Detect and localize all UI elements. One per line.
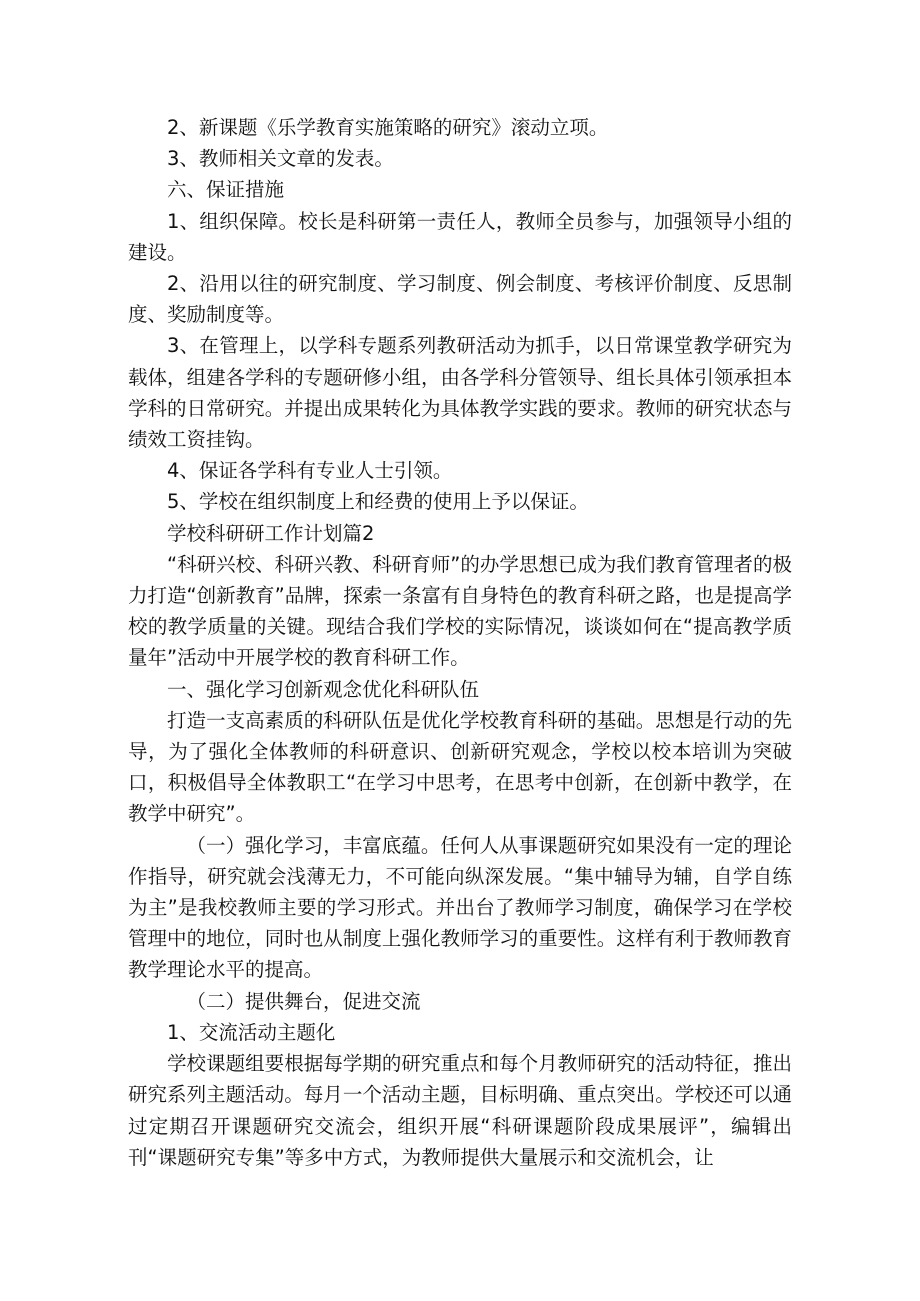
paragraph-item: 1、组织保障。校长是科研第一责任人，教师全员参与，加强领导小组的建设。: [128, 209, 792, 264]
subsection-heading: （二）提供舞台，促进交流: [186, 989, 421, 1013]
paragraph-item: 2、沿用以往的研究制度、学习制度、例会制度、考核评价制度、反思制度、奖励制度等。: [128, 272, 792, 327]
section-heading: 一、强化学习创新观念优化科研队伍: [167, 677, 480, 701]
paragraph-item: 学校课题组要根据每学期的研究重点和每个月教师研究的活动特征，推出研究系列主题活动。每月一个活动主题，目标明确、重点突出。学校还可以通过定期召开课题研究交流会，组织开展“科研课题阶段成果展评”，编辑出刊“课题研究专集”等多中方式，为教师提供大量展示和交流机会，让: [128, 1052, 792, 1169]
document-body: [128, 112, 792, 1173]
paragraph-item: 5、学校在组织制度上和经费的使用上予以保证。: [167, 490, 589, 514]
paragraph-item: 3、在管理上，以学科专题系列教研活动为抓手，以日常课堂教学研究为载体，组建各学科的专题研修小组，由各学科分管领导、组长具体引领承担本学科的日常研究。并提出成果转化为具体教学实践的要求。教师的研究状态与绩效工资挂钩。: [128, 334, 792, 452]
paragraph-item: 3、教师相关文章的发表。: [167, 147, 394, 171]
paragraph-item: 1、交流活动主题化: [167, 1020, 336, 1044]
paragraph-item: （一）强化学习，丰富底蕴。任何人从事课题研究如果没有一定的理论作指导，研究就会浅薄无力，不可能向纵深发展。“集中辅导为辅，自学自练为主”是我校教师主要的学习形式。并出台了教师学习制度，确保学习在学校管理中的地位，同时也从制度上强化教师学习的重要性。这样有利于教师教育教学理论水平的提高。: [128, 833, 792, 982]
paragraph-item: “科研兴校、科研兴教、科研育师”的办学思想已成为我们教育管理者的极力打造“创新教育”品牌，探索一条富有自身特色的教育科研之路，也是提高学校的教学质量的关键。现结合我们学校的实际情况，谈谈如何在“提高教学质量年”活动中开展学校的教育科研工作。: [128, 552, 792, 670]
paragraph-item: 打造一支高素质的科研队伍是优化学校教育科研的基础。思想是行动的先导，为了强化全体教师的科研意识、创新研究观念，学校以校本培训为突破口，积极倡导全体教职工“在学习中思考，在思考中创新，在创新中教学，在教学中研究”。: [128, 708, 792, 826]
paragraph-item: 4、保证各学科有专业人士引领。: [167, 459, 453, 483]
paragraph-item: 2、新课题《乐学教育实施策略的研究》滚动立项。: [167, 116, 609, 139]
section-heading: 六、保证措施: [167, 178, 285, 202]
article-title: 学校科研研工作计划篇2: [167, 521, 375, 545]
